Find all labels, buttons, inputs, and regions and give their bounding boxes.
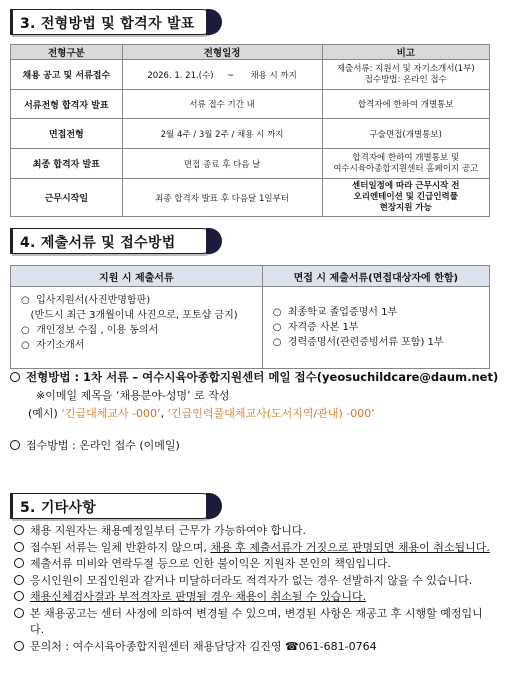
list-item: ○ 자기소개서 (21, 340, 85, 351)
col-header-note: 비고 (322, 45, 490, 60)
bullet-icon (14, 542, 24, 552)
application-docs-cell (11, 287, 263, 369)
bullet-icon (14, 641, 24, 651)
bullet-icon (14, 575, 24, 585)
list-item (14, 556, 494, 573)
row-schedule: 서류 접수 기간 내 (122, 90, 322, 119)
receipt-line (10, 437, 180, 453)
notes-list (14, 523, 494, 655)
row-note: 합격자에 한하여 개별통보 및 여수시육아종합지원센터 홈페이지 공고 (322, 149, 490, 179)
row-schedule: 면접 종료 후 다음 날 (122, 149, 322, 179)
method-note: ※이메일 제목을 ‘채용분야-성명’ 로 작성 (36, 389, 230, 402)
section-5-header (10, 493, 215, 521)
table-row (11, 179, 490, 217)
section-4-title: 4. 제출서류 및 접수방법 (20, 235, 176, 251)
section-3-title: 3. 전형방법 및 합격자 발표 (20, 16, 195, 32)
note-text: 접수된 서류는 일체 반환하지 않으며, (30, 540, 211, 554)
bullet-icon (14, 558, 24, 568)
row-category: 최종 합격자 발표 (11, 149, 123, 179)
example-prefix: (예시) (28, 407, 62, 420)
header-cap (206, 493, 222, 519)
list-item: ○ 개인정보 수집 , 이용 동의서 (21, 325, 159, 336)
documents-table (10, 265, 490, 369)
list-item (14, 523, 494, 540)
list-item (14, 589, 494, 606)
row-note: 센터일정에 따라 근무시작 전 오리엔테이션 및 긴급인력풀 현장지원 가능 (322, 179, 490, 217)
table-row (11, 90, 490, 119)
table-row (11, 119, 490, 149)
method-label: 전형방법 : 1차 서류 – 여수시육아종합지원센터 메일 접수(yeosuchildcare@daum.net) (26, 370, 499, 384)
row-category: 서류전형 합격자 발표 (11, 90, 123, 119)
table-row (11, 149, 490, 179)
header-cap (206, 9, 222, 35)
interview-docs-cell (262, 287, 489, 369)
note-underlined: 채용 후 제출서류가 거짓으로 판명되면 채용이 취소됩니다. (210, 540, 490, 554)
note-text: 응시인원이 모집인원과 같거나 미달하더라도 적격자가 없는 경우 선발하지 않을 수 있습니다. (30, 573, 473, 587)
note-underlined: 채용신체검사결과 부적격자로 판명될 경우 채용이 취소될 수 있습니다. (30, 590, 367, 603)
row-note: 제출서류: 지원서 및 자기소개서(1부) 접수방법: 온라인 접수 (322, 60, 490, 90)
schedule-table (10, 44, 490, 217)
row-schedule: 2026. 1. 21.(수) ~ 채용 시 까지 (122, 60, 322, 90)
table-row (11, 60, 490, 90)
list-item (14, 606, 494, 639)
col-header-category: 전형구분 (11, 45, 123, 60)
row-schedule: 2월 4주 / 3월 2주 / 채용 시 까지 (122, 119, 322, 149)
list-item: ○ 자격증 사본 1부 (272, 322, 359, 333)
col-header-schedule: 전형일정 (122, 45, 322, 60)
header-cap (206, 228, 222, 254)
list-item: (반드시 최근 3개월이내 사진으로, 포토샵 금지) (21, 310, 238, 321)
method-line (10, 369, 498, 385)
note-text: 제출서류 미비와 연락두절 등으로 인한 불이익은 지원자 본인의 책임입니다. (30, 557, 391, 570)
list-item: ○ 최종학교 졸업증명서 1부 (272, 307, 398, 318)
row-category: 면접전형 (11, 119, 123, 149)
list-item: ○ 입사지원서(사진반명함판) (21, 295, 151, 306)
row-note: 구술면접(개별통보) (322, 119, 490, 149)
bullet-icon (14, 525, 24, 535)
note-text: 본 채용공고는 센터 사정에 의하여 변경될 수 있으며, 변경된 사항은 재공고 후 시행할 예정입니다. (30, 606, 483, 636)
example-sep: , (160, 407, 168, 420)
section-5-title: 5. 기타사항 (20, 500, 97, 516)
list-item (14, 573, 494, 590)
bullet-icon (14, 591, 24, 601)
example-2: ‘긴급인력풀대체교사(도서지역/관내) -000’ (167, 407, 375, 420)
example-1: ‘긴급대체교사 -000’ (61, 407, 161, 420)
row-category: 채용 공고 및 서류접수 (11, 60, 123, 90)
bullet-icon (10, 372, 20, 382)
bullet-icon (10, 440, 20, 450)
list-item (14, 639, 494, 656)
receipt-label: 접수방법 : 온라인 접수 (이메일) (26, 439, 180, 452)
row-schedule: 최종 합격자 발표 후 다음달 1일부터 (122, 179, 322, 217)
list-item: ○ 경력증명서(관련증빙서류 포함) 1부 (272, 337, 444, 348)
bullet-icon (14, 608, 24, 618)
note-text: 채용 지원자는 채용예정일부터 근무가 가능하여야 합니다. (30, 524, 307, 537)
section-3-header (10, 9, 215, 37)
example-line (28, 405, 375, 421)
section-4-header (10, 228, 215, 256)
list-item (14, 540, 494, 557)
contact-text: 문의처 : 여수시육아종합지원센터 채용담당자 김진영 ☎061-681-0764 (30, 639, 377, 653)
col-header-interview-docs: 면접 시 제출서류(면접대상자에 한함) (262, 266, 489, 287)
row-category: 근무시작일 (11, 179, 123, 217)
col-header-application-docs: 지원 시 제출서류 (11, 266, 263, 287)
row-note: 합격자에 한하여 개별통보 (322, 90, 490, 119)
